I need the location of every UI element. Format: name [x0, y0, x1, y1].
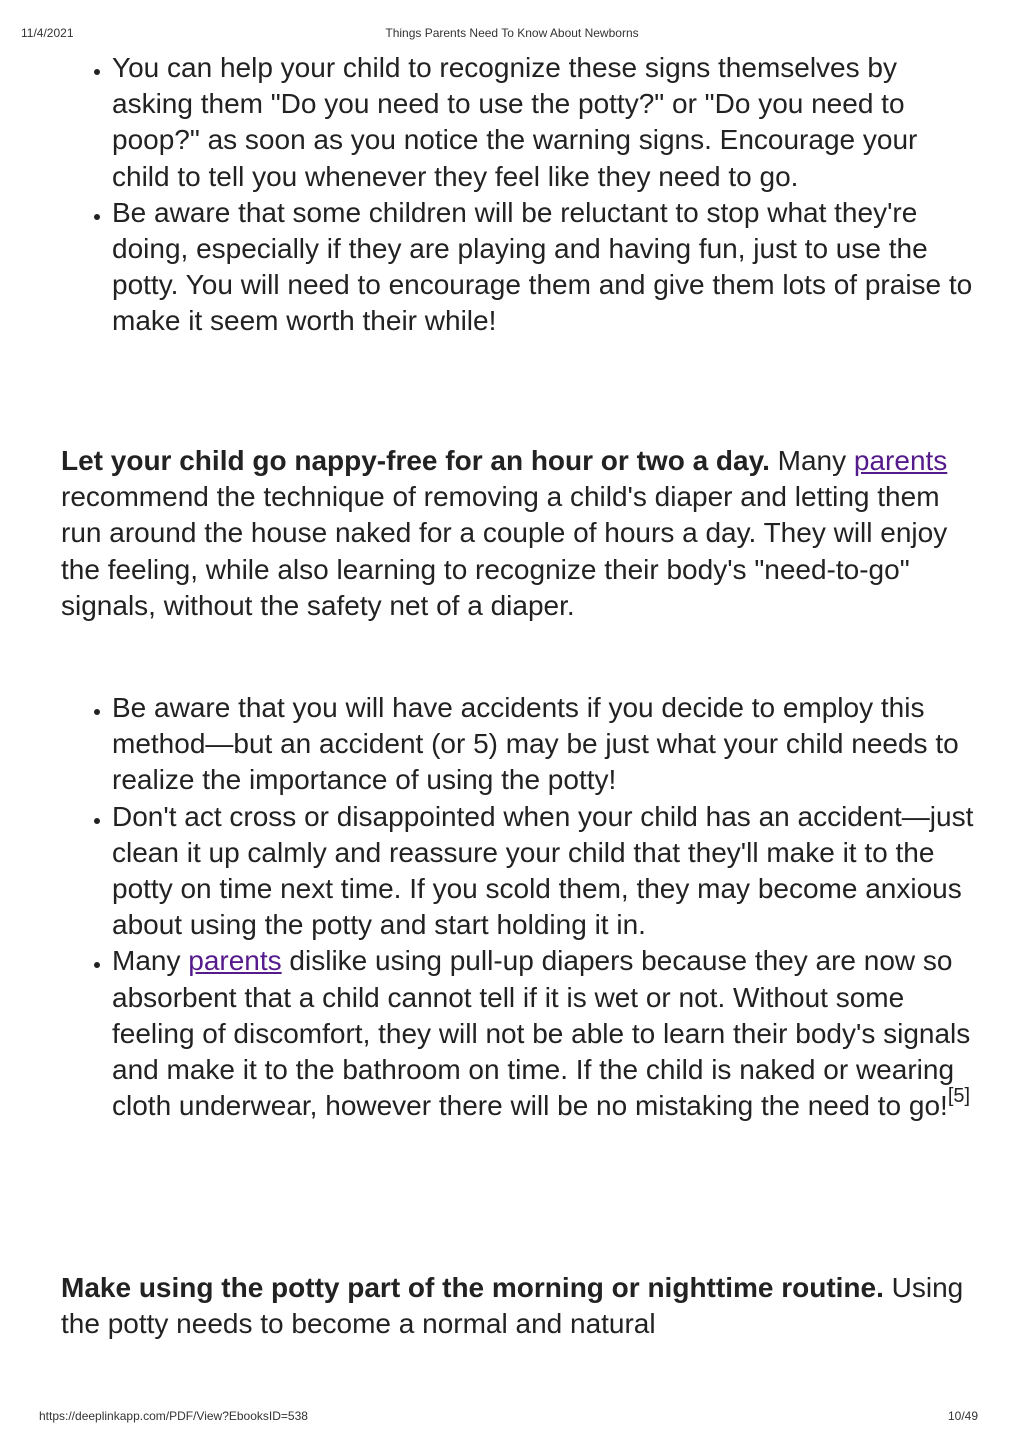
header-title: Things Parents Need To Know About Newborns	[385, 26, 639, 40]
list-item-text: dislike using pull-up diapers because they are now so absorbent that a child cannot tell if it is wet or not. Without some feeling of discomfort, they will not be able to learn their body's signals and make it to the bathroom on time. If the child is naked or wearing cloth underwear, however there will be no mistaking the need to go!	[112, 945, 971, 1122]
page-number: 10/49	[947, 1409, 978, 1423]
list-item-text: Many	[112, 945, 189, 977]
section-list-2	[61, 690, 981, 1124]
section-nappy-free	[61, 443, 981, 624]
paragraph-heading: Make using the potty part of the morning or nighttime routine.	[61, 1272, 884, 1303]
header-date: 11/4/2021	[21, 26, 74, 40]
parents-link[interactable]: parents	[853, 445, 948, 476]
section-routine	[61, 1270, 981, 1342]
section-list-1	[61, 50, 981, 340]
bullet-list-signs	[61, 50, 981, 340]
list-item: • You can help your child to recognize these signs themselves by asking them "Do you need to use the potty?" or "Do you need to poop?" as soon as you notice the warning signs. Encourage your child to tell you whenever they feel like they need to go.	[112, 50, 981, 195]
list-item: • Be aware that some children will be reluctant to stop what they're doing, especially if they are playing and having fun, just to use the potty. You will need to encourage them and give them lots of praise to make it seem worth their while!	[112, 195, 981, 340]
paragraph-text: recommend the technique of removing a child's diaper and letting them run around the house naked for a couple of hours a day. They will enjoy the feeling, while also learning to recognize their body's "need-to-go" signals, without the safety net of a diaper.	[61, 481, 948, 621]
paragraph-routine	[61, 1270, 981, 1342]
list-item	[112, 943, 981, 1124]
bullet-list-accidents	[61, 690, 981, 1124]
list-item: • Be aware that you will have accidents if you decide to employ this method—but an accident (or 5) may be just what your child needs to realize the importance of using the potty!	[112, 690, 981, 799]
footer-url: https://deeplinkapp.com/PDF/View?EbooksID=538	[39, 1409, 308, 1423]
list-item: • Don't act cross or disappointed when your child has an accident—just clean it up calmly and reassure your child that they'll make it to the potty on time next time. If you scold them, they may become anxious about using the potty and start holding it in.	[112, 799, 981, 944]
footnote-ref[interactable]	[948, 1085, 970, 1107]
paragraph-text: Using the potty needs to become a normal and natural	[61, 1272, 964, 1340]
paragraph-heading: Let your child go nappy-free for an hour or two a day.	[61, 445, 770, 476]
footnote-link[interactable]: [5]	[947, 1085, 971, 1108]
paragraph-text: Many	[769, 445, 854, 476]
paragraph-nappy-free	[61, 443, 981, 624]
parents-link[interactable]: parents	[188, 945, 282, 977]
